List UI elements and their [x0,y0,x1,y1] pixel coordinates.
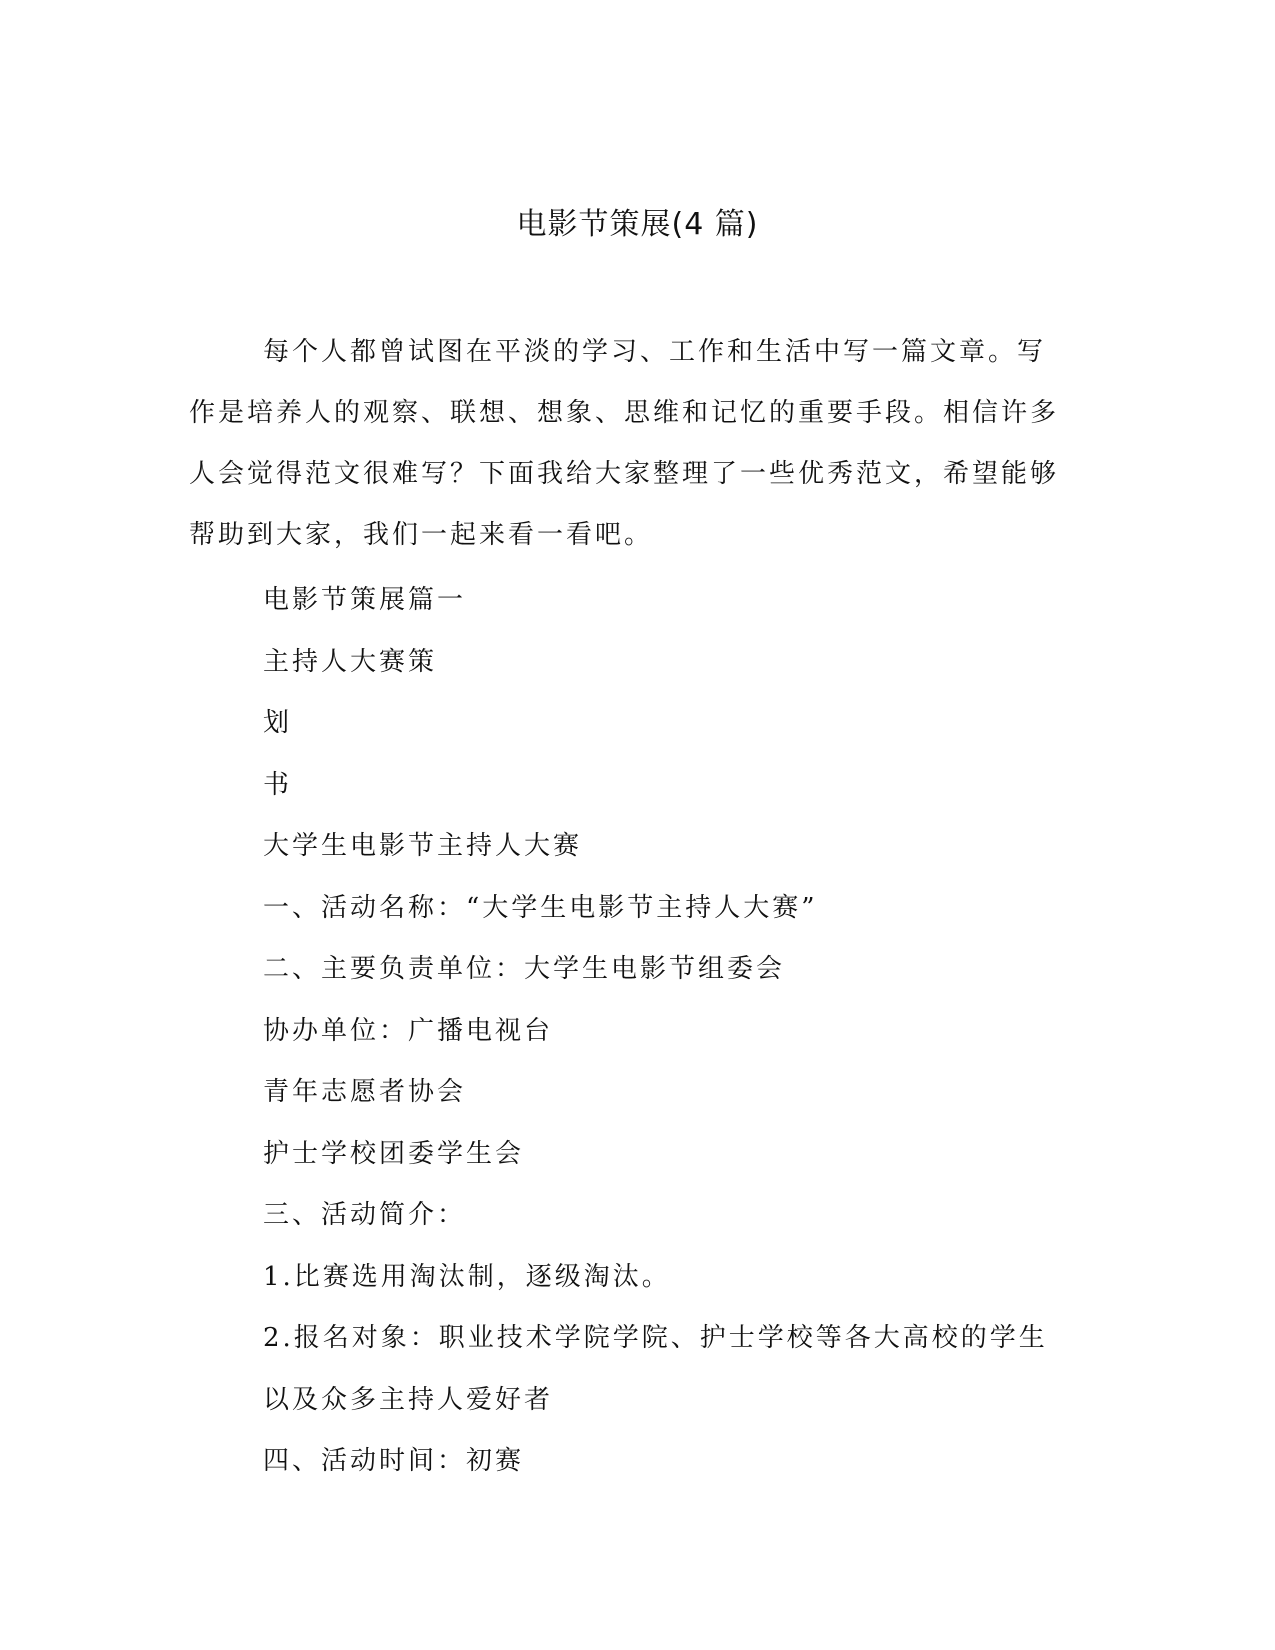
body-line: 二、主要负责单位：大学生电影节组委会 [263,954,786,984]
intro-paragraph: 每个人都曾试图在平淡的学习、工作和生活中写一篇文章。写作是培养人的观察、联想、想象、思维和记忆的重要手段。相信许多人会觉得范文很难写？下面我给大家整理了一些优秀范文，希望能够帮助到大家，我们一起来看一看吧。 [189,337,1060,550]
body-line: 1.比赛选用淘汰制，逐级淘汰。 [263,1261,671,1292]
body-line: 划 [263,708,293,738]
document-title: 电影节策展(4 篇) [516,207,759,242]
body-line: 一、活动名称：“大学生电影节主持人大赛” [263,892,818,923]
body-line: 以及众多主持人爱好者 [263,1384,554,1415]
section-heading: 电影节策展篇一 [263,585,467,615]
body-line: 2.报名对象：职业技术学院学院、护士学校等各大高校的学生 [263,1323,1048,1353]
body-line: 书 [263,769,293,800]
body-line: 协办单位：广播电视台 [263,1015,554,1046]
body-line: 主持人大赛策 [263,646,438,677]
body-line: 四、活动时间：初赛 [263,1446,525,1476]
body-line: 三、活动简介： [263,1200,467,1230]
body-line: 大学生电影节主持人大赛 [263,831,583,861]
body-lines [263,570,1083,1493]
body-line: 青年志愿者协会 [263,1077,467,1107]
body-line: 护士学校团委学生会 [263,1138,525,1169]
